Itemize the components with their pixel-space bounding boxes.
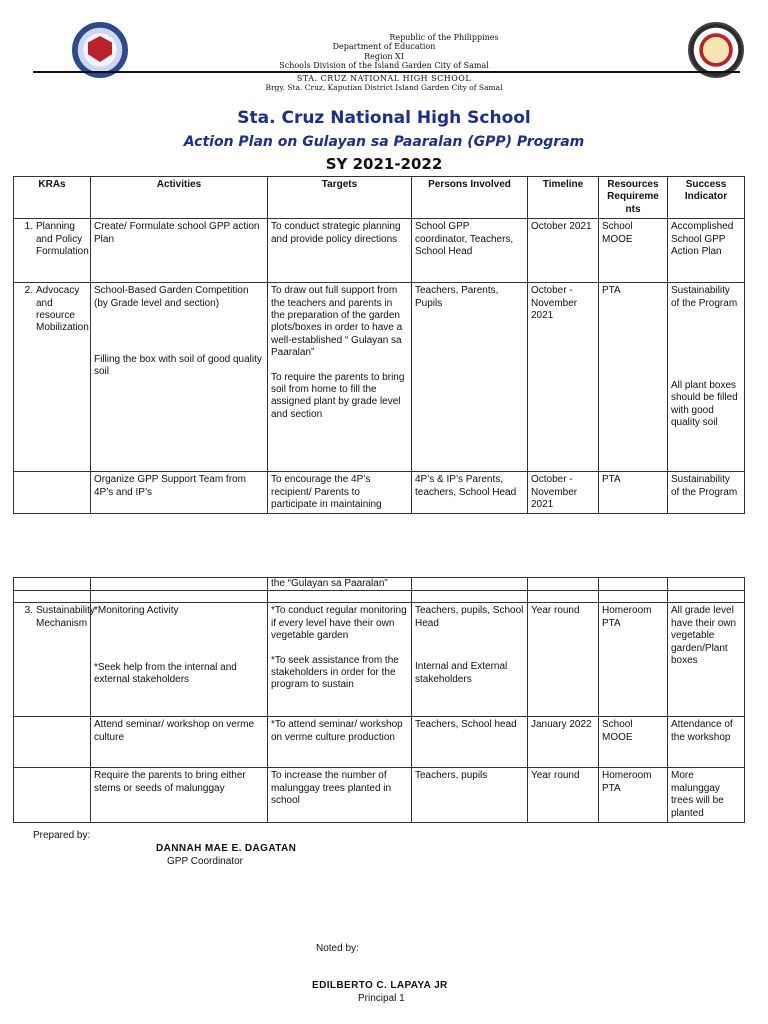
targets-cell: the “Gulayan sa Paaralan” — [268, 578, 412, 591]
indicator-cell: Sustainability of the Program All plant boxes should be filled with good quality soil — [668, 283, 745, 472]
targets-cell: To conduct strategic planning and provide policy directions — [268, 219, 412, 283]
school-year: SY 2021-2022 — [325, 155, 443, 173]
targets-cell: To encourage the 4P’s recipient/ Parents to participate in maintaining — [268, 472, 412, 514]
resources-cell: PTA — [599, 472, 668, 514]
letterhead-rule — [33, 71, 740, 73]
header-targets: Targets — [268, 177, 412, 219]
resources-cell: School MOOE — [599, 219, 668, 283]
activities-cell: Organize GPP Support Team from 4P’s and IP’s — [91, 472, 268, 514]
targets-cell: *To conduct regular monitoring if every level have their own vegetable garden *To seek assistance from the stakeholders in order for the program to sustain — [268, 603, 412, 717]
republic-line: Republic of the Philippines — [389, 33, 499, 42]
table-row — [14, 603, 745, 717]
table-row — [14, 472, 745, 514]
table-row — [14, 578, 745, 591]
persons-cell: School GPP coordinator, Teachers, School Head — [412, 219, 528, 283]
indicator-cell: All grade level have their own vegetable garden/Plant boxes — [668, 603, 745, 717]
timeline-cell: January 2022 — [528, 717, 599, 768]
kra-cell: 2. Advocacy and resource Mobilization — [14, 283, 91, 472]
targets-cell: *To attend seminar/ workshop on verme culture production — [268, 717, 412, 768]
school-line: STA. CRUZ NATIONAL HIGH SCHOOL — [296, 74, 472, 83]
table-row — [14, 283, 745, 472]
header-activities: Activities — [91, 177, 268, 219]
kra-cell — [14, 717, 91, 768]
region-line: Region XI — [364, 52, 404, 61]
prepared-by-name: DANNAH MAE E. DAGATAN — [156, 843, 297, 854]
division-line: Schools Division of the Island Garden City of Samal — [279, 61, 489, 70]
persons-cell: Teachers, Parents, Pupils — [412, 283, 528, 472]
header-kras: KRAs — [14, 177, 91, 219]
resources-cell: Homeroom PTA — [599, 603, 668, 717]
noted-by-name: EDILBERTO C. LAPAYA JR — [312, 980, 448, 991]
header-persons: Persons Involved — [412, 177, 528, 219]
persons-cell: Teachers, pupils, School Head Internal and External stakeholders — [412, 603, 528, 717]
indicator-cell: More malunggay trees will be planted — [668, 768, 745, 823]
school-title: Sta. Cruz National High School — [237, 108, 531, 128]
table-row — [14, 717, 745, 768]
kra-cell — [14, 768, 91, 823]
noted-by-role: Principal 1 — [358, 993, 405, 1004]
table-header-row — [14, 177, 745, 219]
timeline-cell: Year round — [528, 768, 599, 823]
kra-cell — [14, 472, 91, 514]
timeline-cell: October 2021 — [528, 219, 599, 283]
letterhead — [0, 0, 768, 95]
timeline-cell: October - November 2021 — [528, 283, 599, 472]
header-timeline: Timeline — [528, 177, 599, 219]
action-plan-table-continued — [13, 577, 745, 823]
timeline-cell: October - November 2021 — [528, 472, 599, 514]
activities-cell: Require the parents to bring either stems or seeds of malunggay — [91, 768, 268, 823]
table-row — [14, 768, 745, 823]
indicator-cell: Accomplished School GPP Action Plan — [668, 219, 745, 283]
plan-title: Action Plan on Gulayan sa Paaralan (GPP) Program — [183, 134, 585, 150]
header-resources: Resources Requireme nts — [599, 177, 668, 219]
kra-cell: 1. Planning and Policy Formulation — [14, 219, 91, 283]
resources-cell: Homeroom PTA — [599, 768, 668, 823]
table-spacer-row — [14, 591, 745, 603]
activities-cell: Create/ Formulate school GPP action Plan — [91, 219, 268, 283]
targets-cell: To increase the number of malunggay trees planted in school — [268, 768, 412, 823]
targets-cell: To draw out full support from the teachers and parents in the preparation of the garden plots/boxes in order to have a well-established “ Gulayan sa Paaralan” To require the parents to bring soil from home to fill the assigned plant by grade level and section — [268, 283, 412, 472]
table-row — [14, 219, 745, 283]
persons-cell: Teachers, School head — [412, 717, 528, 768]
activities-cell: School-Based Garden Competition (by Grade level and section) Filling the box with soil of good quality soil — [91, 283, 268, 472]
address-line: Brgy. Sta. Cruz, Kaputian District Island Garden City of Samal — [265, 83, 503, 92]
timeline-cell: Year round — [528, 603, 599, 717]
indicator-cell: Sustainability of the Program — [668, 472, 745, 514]
activities-cell: Attend seminar/ workshop on verme culture — [91, 717, 268, 768]
prepared-by-label: Prepared by: — [33, 830, 91, 841]
kra-cell: 3. Sustainability Mechanism — [14, 603, 91, 717]
action-plan-table — [13, 176, 745, 514]
activities-cell: *Monitoring Activity *Seek help from the internal and external stakeholders — [91, 603, 268, 717]
persons-cell: Teachers, pupils — [412, 768, 528, 823]
persons-cell: 4P’s & IP’s Parents, teachers, School Head — [412, 472, 528, 514]
indicator-cell: Attendance of the workshop — [668, 717, 745, 768]
prepared-by-role: GPP Coordinator — [167, 856, 243, 867]
resources-cell: School MOOE — [599, 717, 668, 768]
resources-cell: PTA — [599, 283, 668, 472]
header-indicator: Success Indicator — [668, 177, 745, 219]
department-line: Department of Education — [332, 42, 436, 51]
noted-by-label: Noted by: — [316, 943, 359, 954]
